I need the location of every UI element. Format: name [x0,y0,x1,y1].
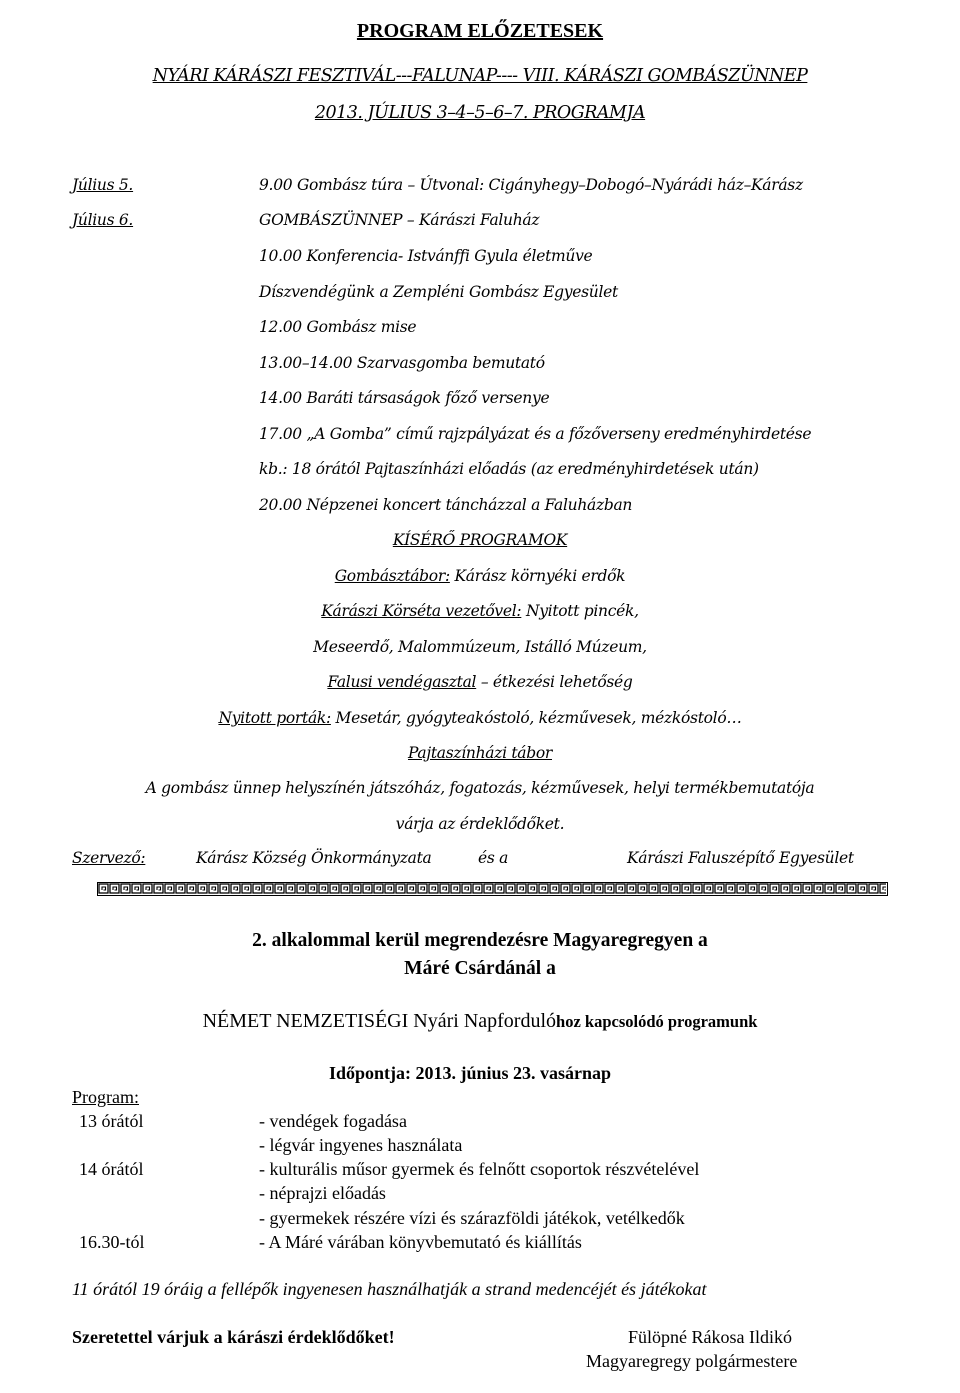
border-key-spiral [542,887,546,890]
schedule-item: 17.00 „A Gomba” című rajzpályázat és a főzőverseny eredményhirdetése [259,425,812,443]
border-key-segment [528,884,537,893]
camp-text: Kárász környéki erdők [449,567,626,585]
border-key-segment [814,884,823,893]
walk-text: Nyitott pincék, [521,602,639,620]
border-key-segment [858,884,867,893]
border-key-segment [231,884,240,893]
gates-line [0,709,960,727]
program-label: Program: [72,1087,139,1107]
border-key-segment [517,884,526,893]
border-key-segment [275,884,284,893]
border-key-spiral [751,887,755,890]
border-key-segment [385,884,394,893]
border-key-spiral [366,887,370,890]
program-time: 13 órától [79,1111,144,1131]
border-key-segment [759,884,768,893]
gates-label: Nyitott porták: [218,709,331,727]
border-key-spiral [278,887,282,890]
border-key-spiral [784,887,788,890]
border-key-segment [561,884,570,893]
border-key-spiral [850,887,854,890]
border-key-spiral [300,887,304,890]
border-key-spiral [795,887,799,890]
border-key-segment [176,884,185,893]
organizer-label: Szervező: [72,849,146,867]
border-key-spiral [575,887,579,890]
schedule-item: 14.00 Baráti társaságok főző versenye [259,389,550,407]
border-key-spiral [113,887,117,890]
border-key-spiral [641,887,645,890]
border-key-segment [495,884,504,893]
border-key-segment [616,884,625,893]
border-key-segment [187,884,196,893]
border-key-segment [341,884,350,893]
border-key-spiral [806,887,810,890]
border-key-spiral [124,887,128,890]
program-item: - A Máré várában könyvbemutató és kiállítás [259,1232,582,1252]
border-key-segment [297,884,306,893]
border-key-spiral [234,887,238,890]
border-key-spiral [817,887,821,890]
border-key-spiral [432,887,436,890]
theatre-camp: Pajtaszínházi tábor [407,744,553,762]
border-key-spiral [355,887,359,890]
border-key-segment [220,884,229,893]
walk-label: Kárászi Körséta vezetővel: [321,602,522,620]
border-key-segment [198,884,207,893]
schedule-item: 13.00–14.00 Szarvasgomba bemutató [259,354,545,372]
organizer-1: Kárász Község Önkormányzata [196,849,432,867]
border-key-segment [506,884,515,893]
border-key-segment [484,884,493,893]
border-key-spiral [179,887,183,890]
signer-title: Magyaregregy polgármestere [586,1351,798,1371]
border-key-segment [308,884,317,893]
border-key-spiral [454,887,458,890]
border-key-spiral [223,887,227,890]
border-key-segment [396,884,405,893]
border-key-spiral [410,887,414,890]
event-date: Időpontja: 2013. június 23. vasárnap [329,1063,612,1083]
festival-dates: 2013. JÚLIUS 3–4–5–6–7. PROGRAMJA [314,103,646,123]
event-line-2: Máré Csárdánál a [404,958,556,979]
border-key-spiral [718,887,722,890]
border-key-segment [462,884,471,893]
border-key-segment [121,884,130,893]
border-key-spiral [773,887,777,890]
event-name-suffix: hoz kapcsolódó programunk [556,1012,758,1031]
border-key-spiral [762,887,766,890]
border-key-spiral [509,887,513,890]
border-key-spiral [729,887,733,890]
border-key-spiral [212,887,216,890]
border-key-segment [704,884,713,893]
border-key-segment [583,884,592,893]
gates-text: Mesetár, gyógyteakóstoló, kézművesek, mézkóstoló… [330,709,742,727]
border-key-segment [407,884,416,893]
border-key-segment [726,884,735,893]
border-key-spiral [663,887,667,890]
border-key-segment [627,884,636,893]
border-key-spiral [861,887,865,890]
border-key-segment [781,884,790,893]
border-key-spiral [586,887,590,890]
border-key-segment [110,884,119,893]
program-item: - gyermekek részére vízi és szárazföldi játékok, vetélkedők [259,1208,685,1228]
border-key-spiral [190,887,194,890]
border-key-segment [253,884,262,893]
border-key-spiral [839,887,843,890]
border-key-segment [847,884,856,893]
schedule-item: 10.00 Konferencia- Istvánffi Gyula életműve [259,247,593,265]
border-key-spiral [696,887,700,890]
walk-line [0,602,960,620]
border-key-spiral [564,887,568,890]
border-key-spiral [289,887,293,890]
border-key-spiral [872,887,876,890]
border-key-spiral [520,887,524,890]
schedule-item: 12.00 Gombász mise [259,318,417,336]
border-key-spiral [630,887,634,890]
program-item: - vendégek fogadása [259,1111,407,1131]
border-key-segment [682,884,691,893]
border-key-segment [132,884,141,893]
border-key-spiral [531,887,535,890]
program-time: 14 órától [79,1159,144,1179]
border-key-spiral [498,887,502,890]
program-item: - légvár ingyenes használata [259,1135,463,1155]
border-key-segment [836,884,845,893]
event-name-main: NÉMET NEMZETISÉGI Nyári Napforduló [202,1010,557,1032]
border-key-spiral [146,887,150,890]
border-key-spiral [652,887,656,890]
border-key-segment [693,884,702,893]
border-key-segment [539,884,548,893]
border-key-spiral [674,887,678,890]
schedule-item: 9.00 Gombász túra – Útvonal: Cigányhegy–Dobogó–Nyárádi ház–Kárász [259,176,803,194]
border-key-segment [154,884,163,893]
accompanying-heading: KÍSÉRŐ PROGRAMOK [392,531,568,549]
feast-line [0,673,960,691]
border-key-segment [660,884,669,893]
border-key-spiral [685,887,689,890]
strand-note: 11 órától 19 óráig a fellépők ingyenesen használhatják a strand medencéjét és játékokat [72,1279,707,1299]
border-key-spiral [168,887,172,890]
border-key-segment [671,884,680,893]
border-key-segment [264,884,273,893]
schedule-item: Díszvendégünk a Zempléni Gombász Egyesület [259,283,618,301]
border-key-spiral [465,887,469,890]
day-july-5: Július 5. [72,176,134,194]
border-key-segment [451,884,460,893]
border-key-spiral [344,887,348,890]
border-key-segment [374,884,383,893]
border-key-segment [363,884,372,893]
border-key-segment [242,884,251,893]
program-item: - néprajzi előadás [259,1183,386,1203]
border-key-segment [715,884,724,893]
museums-line: Meseerdő, Malommúzeum, Istálló Múzeum, [313,638,647,656]
festival-title: NYÁRI KÁRÁSZI FESZTIVÁL---FALUNAP---- VIII. KÁRÁSZI GOMBÁSZÜNNEP [152,66,808,86]
border-key-spiral [377,887,381,890]
border-key-segment [594,884,603,893]
border-key-spiral [707,887,711,890]
venue-line-1: A gombász ünnep helyszínén játszóház, fogatozás, kézművesek, helyi termékbemutatója [145,779,815,797]
border-key-spiral [619,887,623,890]
border-key-segment [638,884,647,893]
border-key-spiral [399,887,403,890]
feast-text: – étkezési lehetőség [476,673,633,691]
border-key-spiral [597,887,601,890]
border-key-segment [209,884,218,893]
schedule-item: 20.00 Népzenei koncert táncházzal a Faluházban [259,496,633,514]
border-key-segment [572,884,581,893]
border-key-segment [165,884,174,893]
program-time: 16.30-tól [79,1232,145,1252]
border-key-spiral [608,887,612,890]
border-key-spiral [388,887,392,890]
venue-line-2: várja az érdeklődőket. [395,815,565,833]
border-key-segment [792,884,801,893]
border-key-segment [429,884,438,893]
border-key-spiral [828,887,832,890]
schedule-item: kb.: 18 órától Pajtaszínházi előadás (az eredményhirdetések után) [259,460,759,478]
border-key-spiral [135,887,139,890]
border-key-spiral [201,887,205,890]
border-key-segment [319,884,328,893]
border-key-spiral [476,887,480,890]
border-key-spiral [487,887,491,890]
border-key-segment [330,884,339,893]
border-key-segment [869,884,878,893]
feast-label: Falusi vendégasztal [327,673,477,691]
day-july-6: Július 6. [72,211,134,229]
signer-name: Fülöpné Rákosa Ildikó [628,1327,792,1347]
border-key-segment [286,884,295,893]
border-key-spiral [311,887,315,890]
border-key-segment [803,884,812,893]
closing-line: Szeretettel várjuk a kárászi érdeklődőket! [72,1327,395,1347]
event-name [0,1010,960,1033]
border-key-spiral [333,887,337,890]
border-key-segment [550,884,559,893]
border-key-segment [143,884,152,893]
page-title: PROGRAM ELŐZETESEK [356,20,604,42]
border-key-spiral [443,887,447,890]
border-key-segment [352,884,361,893]
border-key-spiral [740,887,744,890]
border-key-segment [99,884,108,893]
border-key-spiral [421,887,425,890]
border-key-spiral [267,887,271,890]
border-key-spiral [245,887,249,890]
border-key-segment [825,884,834,893]
border-key-spiral [102,887,106,890]
organizer-and: és a [478,849,509,867]
border-key-segment [649,884,658,893]
decorative-border [97,882,888,896]
border-key-segment [748,884,757,893]
border-key-spiral [322,887,326,890]
border-key-spiral [256,887,260,890]
border-key-segment [770,884,779,893]
border-key-segment [473,884,482,893]
camp-line [0,567,960,585]
schedule-item: GOMBÁSZÜNNEP – Kárászi Faluház [259,211,540,229]
border-key-spiral [157,887,161,890]
camp-label: Gombásztábor: [334,567,450,585]
organizer-2: Kárászi Faluszépítő Egyesület [627,849,854,867]
border-key-segment [605,884,614,893]
border-key-segment [418,884,427,893]
border-key-segment [440,884,449,893]
event-line-1: 2. alkalommal kerül megrendezésre Magyaregregyen a [252,930,708,951]
program-item: - kulturális műsor gyermek és felnőtt csoportok részvételével [259,1159,700,1179]
border-key-spiral [883,887,886,890]
border-key-segment [737,884,746,893]
border-key-spiral [553,887,557,890]
